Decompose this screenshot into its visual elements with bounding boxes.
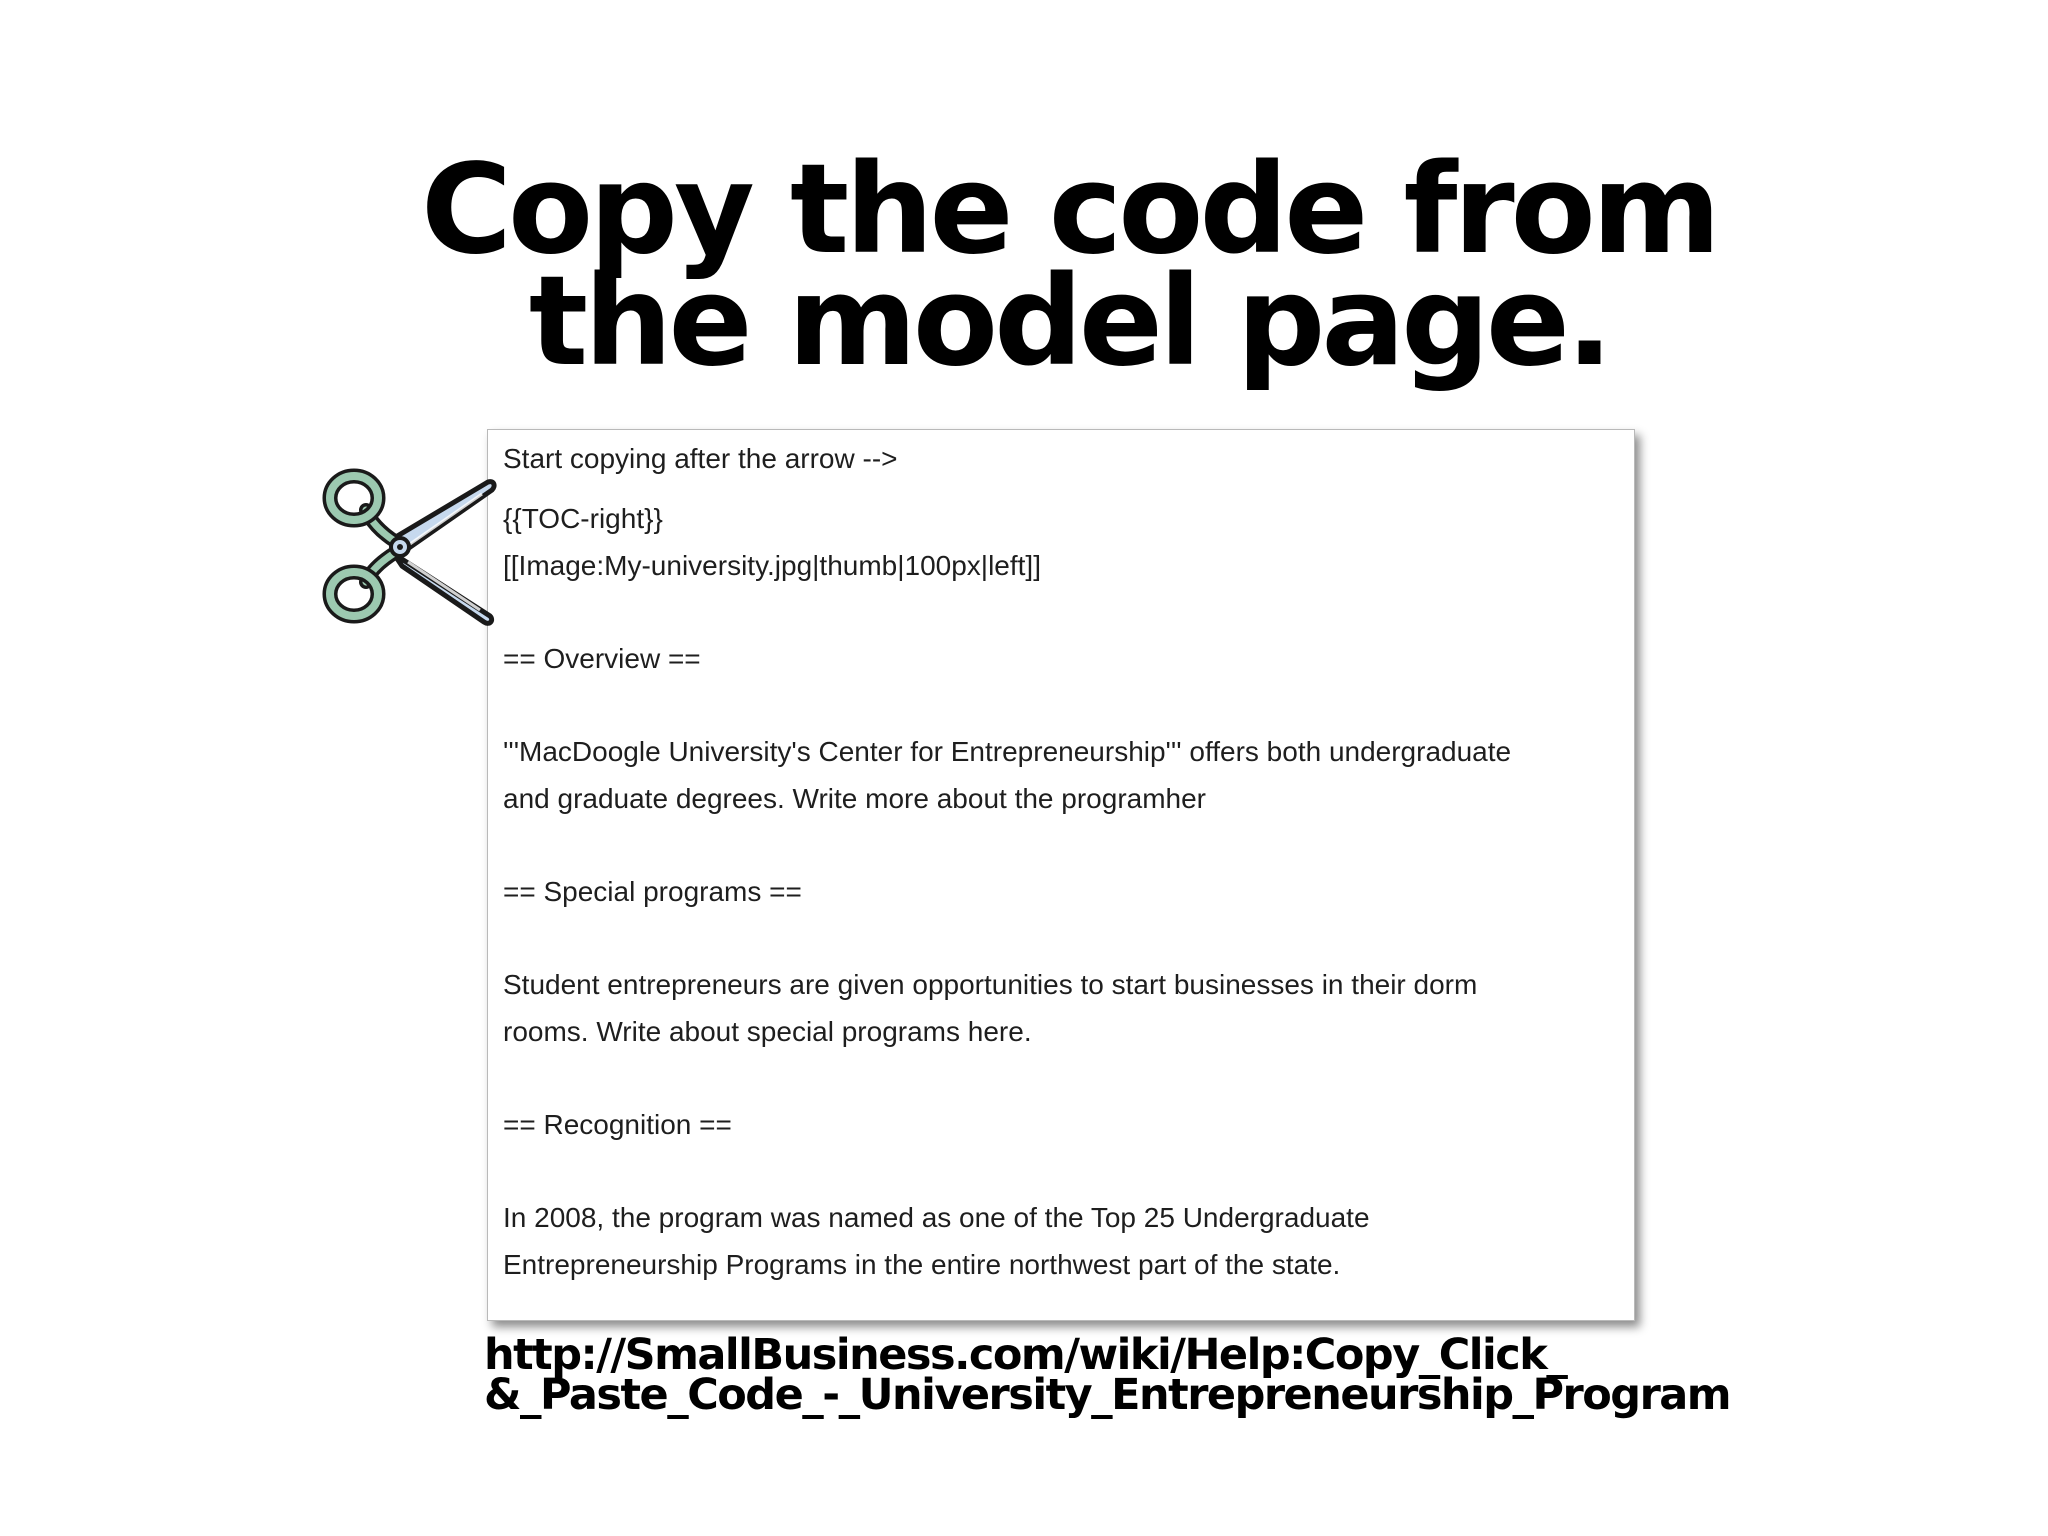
source-url-line-2[interactable]: &_Paste_Code_-_University_Entrepreneurship_Program	[484, 1370, 1731, 1420]
code-screenshot-box	[487, 429, 1635, 1321]
slide-title-line-1: Copy the code from	[421, 138, 1717, 282]
source-url-line-1[interactable]: http://SmallBusiness.com/wiki/Help:Copy_Click_	[484, 1330, 1567, 1380]
code-line-recognition-text-1: In 2008, the program was named as one of the Top 25 Undergraduate	[503, 1202, 1370, 1233]
code-line-special-text-1: Student entrepreneurs are given opportunities to start businesses in their dorm	[503, 969, 1478, 1000]
slide-title	[0, 138, 2048, 394]
code-line-overview-heading: == Overview ==	[503, 643, 701, 674]
source-url[interactable]	[484, 1330, 1731, 1420]
code-line-start-copying: Start copying after the arrow -->	[503, 443, 898, 474]
code-line-special-text-2: rooms. Write about special programs here.	[503, 1016, 1032, 1047]
code-line-overview-text-1: '''MacDoogle University's Center for Entrepreneurship''' offers both undergraduate	[503, 736, 1512, 767]
code-line-image: [[Image:My-university.jpg|thumb|100px|left]]	[503, 550, 1041, 581]
code-line-overview-text-2: and graduate degrees. Write more about the programher	[503, 783, 1207, 814]
code-line-toc: {{TOC-right}}	[503, 503, 663, 534]
code-line-special-heading: == Special programs ==	[503, 876, 802, 907]
scissors-icon	[322, 466, 502, 626]
code-line-recognition-text-2: Entrepreneurship Programs in the entire northwest part of the state.	[503, 1249, 1341, 1280]
slide-title-line-2: the model page.	[528, 250, 1610, 394]
code-line-recognition-heading: == Recognition ==	[503, 1109, 732, 1140]
